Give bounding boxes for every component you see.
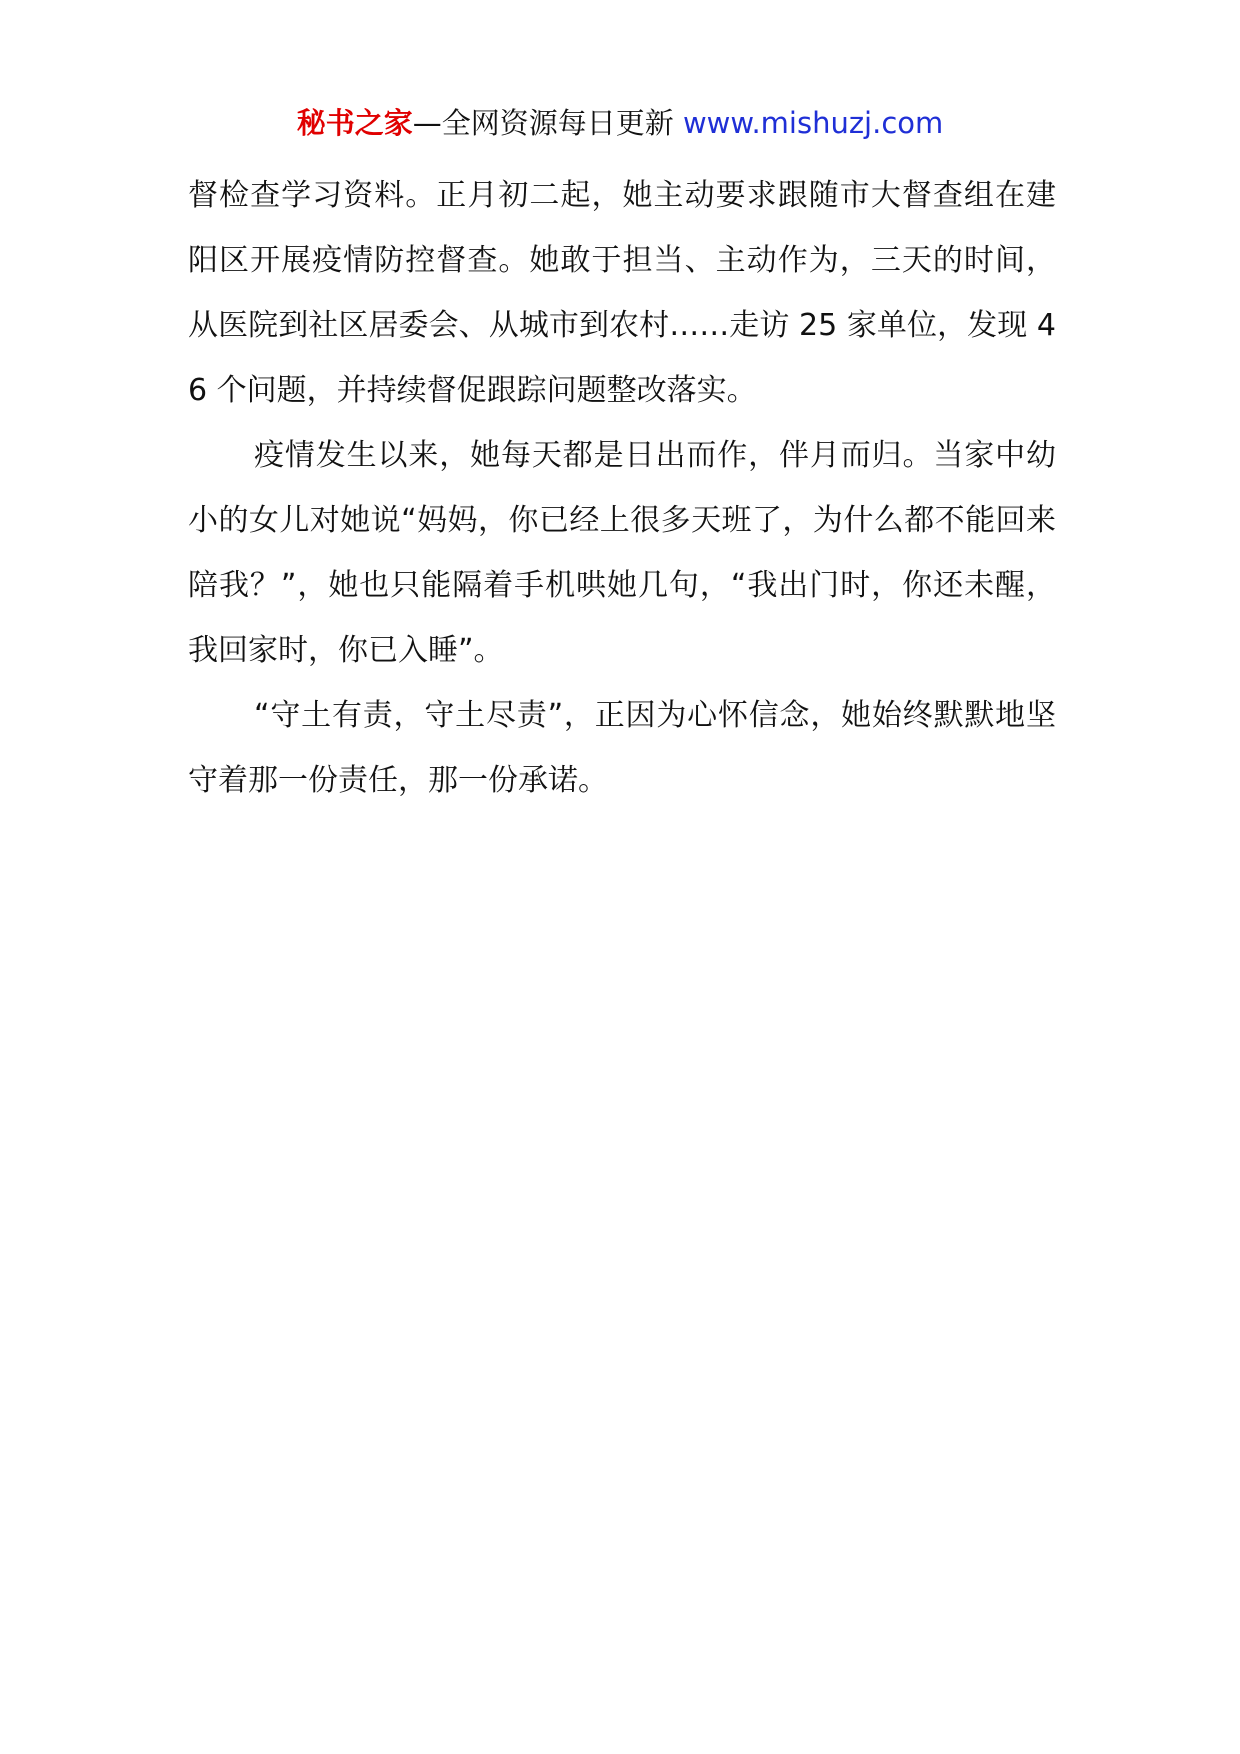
document-body [188, 163, 1056, 813]
brand-name: 秘书之家 [296, 106, 413, 140]
paragraph-continuation: 督检查学习资料。正月初二起，她主动要求跟随市大督查组在建阳区开展疫情防控督查。她敢于担当、主动作为，三天的时间，从医院到社区居委会、从城市到农村……走访 25 家单位，发现 46 个问题，并持续督促跟踪问题整改落实。 [188, 178, 1056, 408]
paragraph: “守土有责，守土尽责”，正因为心怀信念，她始终默默地坚守着那一份责任，那一份承诺。 [188, 698, 1056, 798]
page-header [0, 100, 1240, 146]
paragraph: 疫情发生以来，她每天都是日出而作，伴月而归。当家中幼小的女儿对她说“妈妈，你已经上很多天班了，为什么都不能回来陪我？”，她也只能隔着手机哄她几句，“我出门时，你还未醒，我回家时，你已入睡”。 [188, 438, 1056, 668]
site-url-link[interactable]: www.mishuzj.com [682, 106, 944, 140]
header-tagline: —全网资源每日更新 [412, 106, 674, 140]
